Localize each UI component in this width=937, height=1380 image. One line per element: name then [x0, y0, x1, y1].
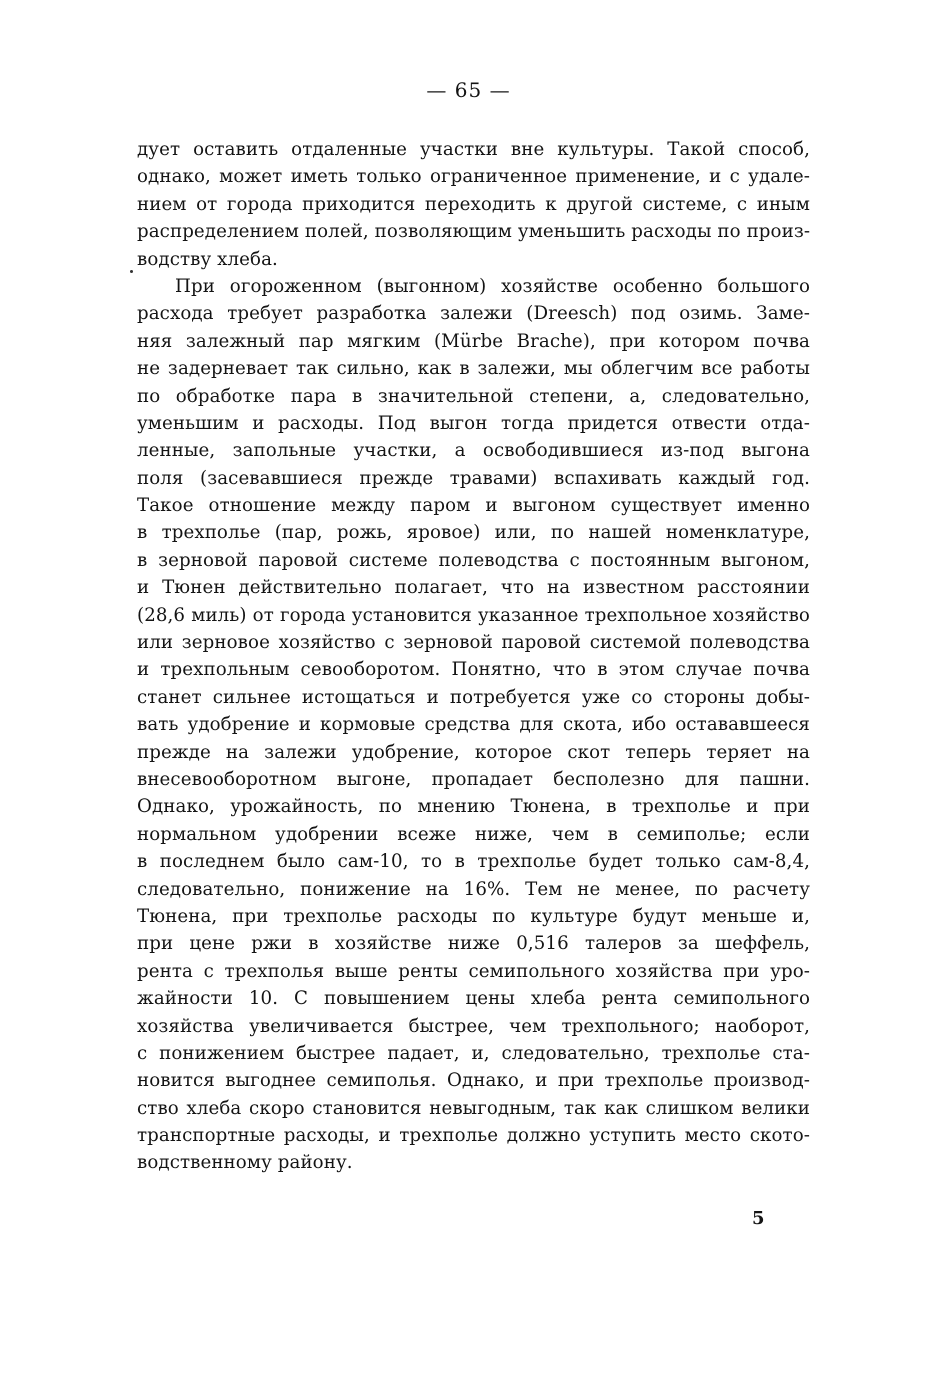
text-line: станет сильнее истощаться и потребуется уже со стороны добы-: [137, 686, 810, 708]
text-line: хозяйства увеличивается быстрее, чем трехпольного; наоборот,: [137, 1015, 810, 1037]
text-line: При огороженном (выгонном) хозяйстве особенно большого: [175, 275, 810, 297]
text-line: няя залежный пар мягким (Mürbe Brache), при котором почва: [137, 330, 810, 352]
page-number: — 65 —: [426, 78, 511, 102]
text-line: в последнем было сам-10, то в трехполье будет только сам-8,4,: [137, 851, 810, 873]
text-line: и Тюнен действительно полагает, что на известном расстоянии: [137, 577, 810, 599]
text-line: новится выгоднее семиполья. Однако, и при трехполье производ-: [137, 1070, 810, 1092]
text-line: при цене ржи в хозяйстве ниже 0,516 талеров за шеффель,: [137, 933, 810, 955]
text-line: в зерновой паровой системе полеводства с постоянным выгоном,: [137, 549, 810, 571]
text-line: уменьшим и расходы. Под выгон тогда придется отвести отда-: [137, 412, 810, 434]
text-line: прежде на залежи удобрение, которое скот теперь теряет на: [137, 741, 810, 763]
text-line: следовательно, понижение на 16%. Тем не менее, по расчету: [137, 878, 810, 900]
text-line: жайности 10. С повышением цены хлеба рента семипольного: [137, 988, 810, 1010]
text-line: поля (засевавшиеся прежде травами) вспахивать каждый год.: [137, 467, 810, 489]
text-line: внесевооборотном выгоне, пропадает бесполезно для пашни.: [137, 768, 810, 790]
signature-mark: 5: [752, 1208, 765, 1229]
text-line: расхода требует разработка залежи (Dreesch) под озимь. Заме-: [137, 303, 810, 325]
text-line: не задерневает так сильно, как в залежи, мы облегчим все работы: [137, 358, 810, 380]
text-line: вать удобрение и кормовые средства для скота, ибо остававшееся: [137, 714, 810, 736]
text-line: распределением полей, позволяющим уменьшить расходы по произ-: [137, 221, 811, 243]
text-line: рента с трехполья выше ренты семипольного хозяйства при уро-: [137, 960, 810, 982]
text-line: Однако, урожайность, по мнению Тюнена, в трехполье и при: [137, 796, 810, 818]
text-line: ство хлеба скоро становится невыгодным, так как слишком велики: [137, 1097, 810, 1119]
text-line: в трехполье (пар, рожь, яровое) или, по нашей номенклатуре,: [137, 522, 810, 544]
body-text: [137, 136, 810, 1177]
text-line: водственному району.: [137, 1152, 353, 1174]
text-line: Тюнена, при трехполье расходы по культуре будут меньше и,: [137, 905, 810, 927]
text-line: нормальном удобрении всеже ниже, чем в семиполье; если: [137, 823, 810, 845]
text-line: Такое отношение между паром и выгоном существует именно: [137, 495, 810, 517]
text-line: транспортные расходы, и трехполье должно уступить место ското-: [137, 1125, 810, 1147]
text-line: или зерновое хозяйство с зерновой паровой системой полеводства: [137, 632, 810, 654]
text-line: и трехпольным севооборотом. Понятно, что в этом случае почва: [137, 659, 810, 681]
print-speck: [130, 270, 133, 273]
text-line: однако, может иметь только ограниченное применение, и с удале-: [137, 166, 810, 188]
text-line: нием от города приходится переходить к другой системе, с иным: [137, 193, 810, 215]
text-line: по обработке пара в значительной степени, а, следовательно,: [137, 385, 810, 407]
text-line: дует оставить отдаленные участки вне культуры. Такой способ,: [137, 139, 810, 160]
text-line: с понижением быстрее падает, и, следовательно, трехполье ста-: [137, 1042, 810, 1064]
text-line: (28,6 миль) от города установится указанное трехпольное хозяйство: [137, 604, 810, 626]
text-line: водству хлеба.: [137, 248, 278, 270]
text-line: ленные, запольные участки, а освободившиеся из-под выгона: [137, 440, 810, 462]
